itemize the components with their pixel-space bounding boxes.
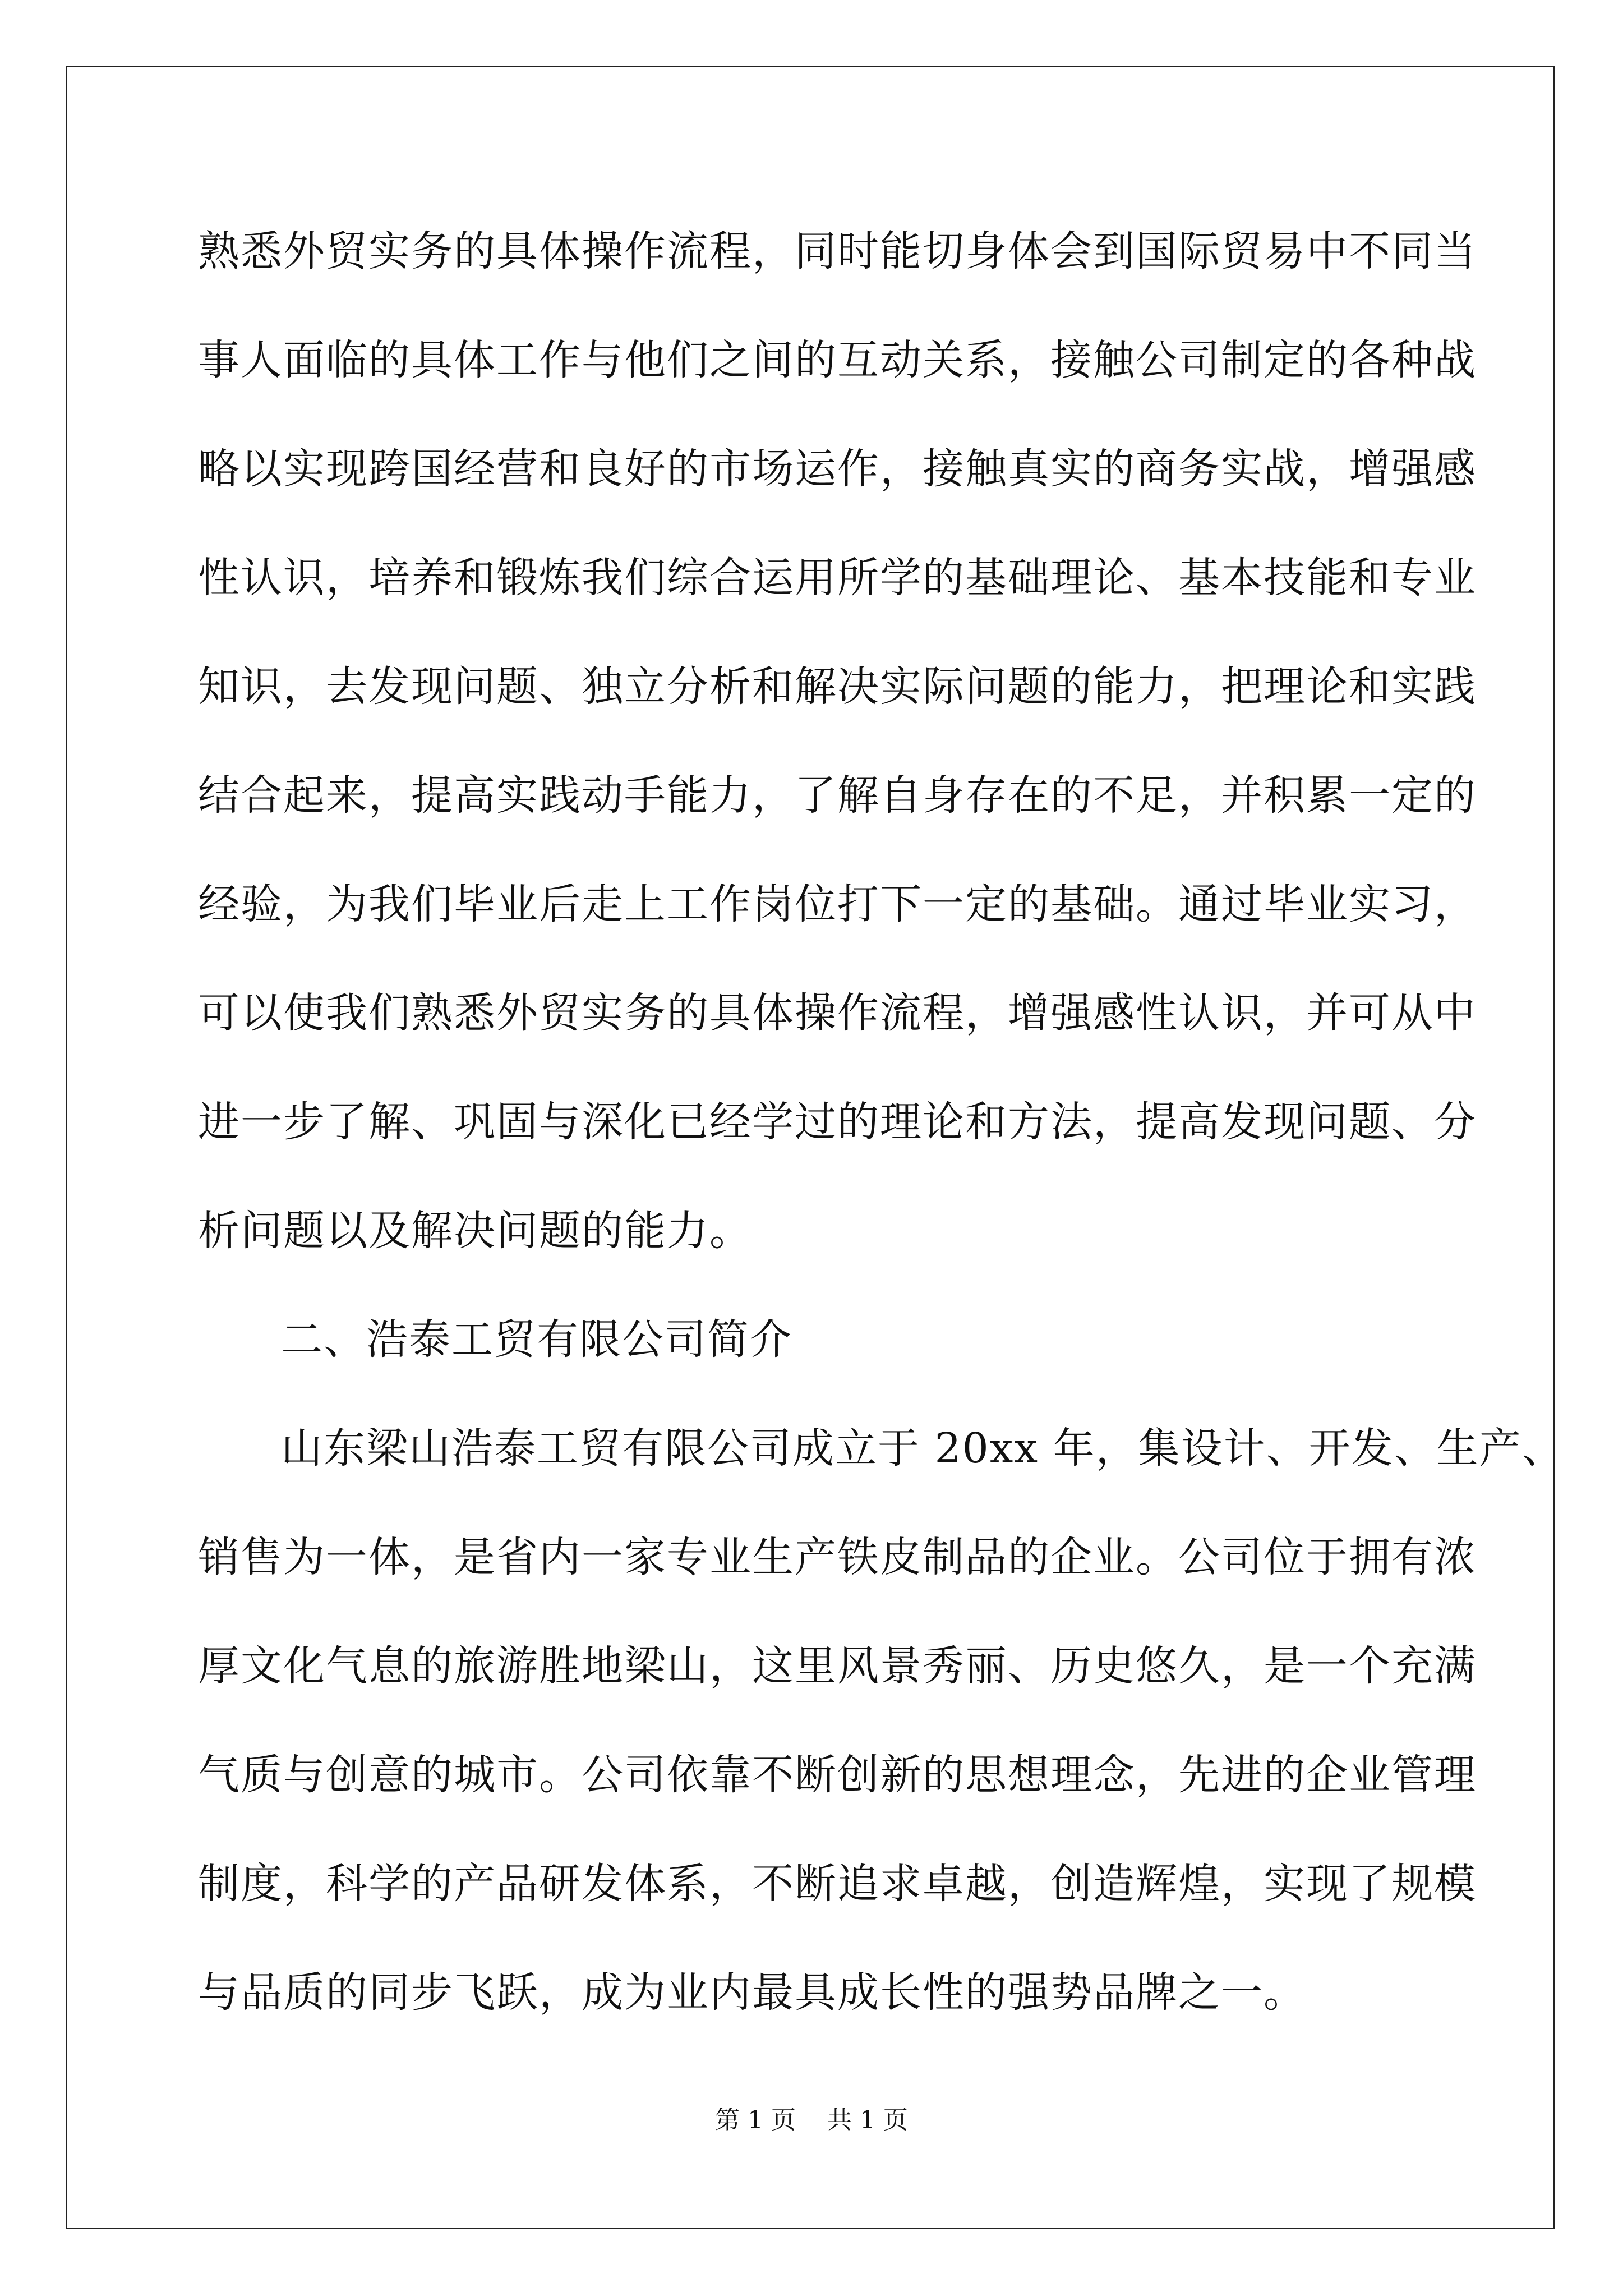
body-line: 经验，为我们毕业后走上工作岗位打下一定的基础。通过毕业实习， [198, 880, 1477, 928]
body-line: 气质与创意的城市。公司依靠不断创新的思想理念，先进的企业管理 [198, 1751, 1477, 1799]
body-line: 熟悉外贸实务的具体操作流程，同时能切身体会到国际贸易中不同当 [198, 227, 1477, 275]
body-line: 略以实现跨国经营和良好的市场运作，接触真实的商务实战，增强感 [198, 445, 1477, 493]
body-line: 性认识，培养和锻炼我们综合运用所学的基础理论、基本技能和专业 [198, 554, 1477, 602]
body-line: 可以使我们熟悉外贸实务的具体操作流程，增强感性认识，并可从中 [198, 989, 1477, 1037]
body-line: 进一步了解、巩固与深化已经学过的理论和方法，提高发现问题、分 [198, 1098, 1477, 1146]
body-line: 制度，科学的产品研发体系，不断追求卓越，创造辉煌，实现了规模 [198, 1860, 1477, 1908]
body-line: 销售为一体，是省内一家专业生产铁皮制品的企业。公司位于拥有浓 [198, 1533, 1477, 1581]
body-line: 与品质的同步飞跃，成为业内最具成长性的强势品牌之一。 [198, 1968, 1306, 2017]
body-line: 知识，去发现问题、独立分析和解决实际问题的能力，把理论和实践 [198, 662, 1477, 711]
body-line: 事人面临的具体工作与他们之间的互动关系，接触公司制定的各种战 [198, 336, 1477, 384]
body-line: 析问题以及解决问题的能力。 [198, 1207, 752, 1255]
page-number-footer: 第 1 页 共 1 页 [715, 2106, 908, 2134]
body-line: 结合起来，提高实践动手能力，了解自身存在的不足，并积累一定的 [198, 771, 1477, 820]
body-line: 厚文化气息的旅游胜地梁山，这里风景秀丽、历史悠久，是一个充满 [198, 1642, 1477, 1690]
body-line: 山东梁山浩泰工贸有限公司成立于 20xx 年，集设计、开发、生产、 [281, 1424, 1565, 1473]
section-heading: 二、浩泰工贸有限公司简介 [281, 1315, 792, 1364]
